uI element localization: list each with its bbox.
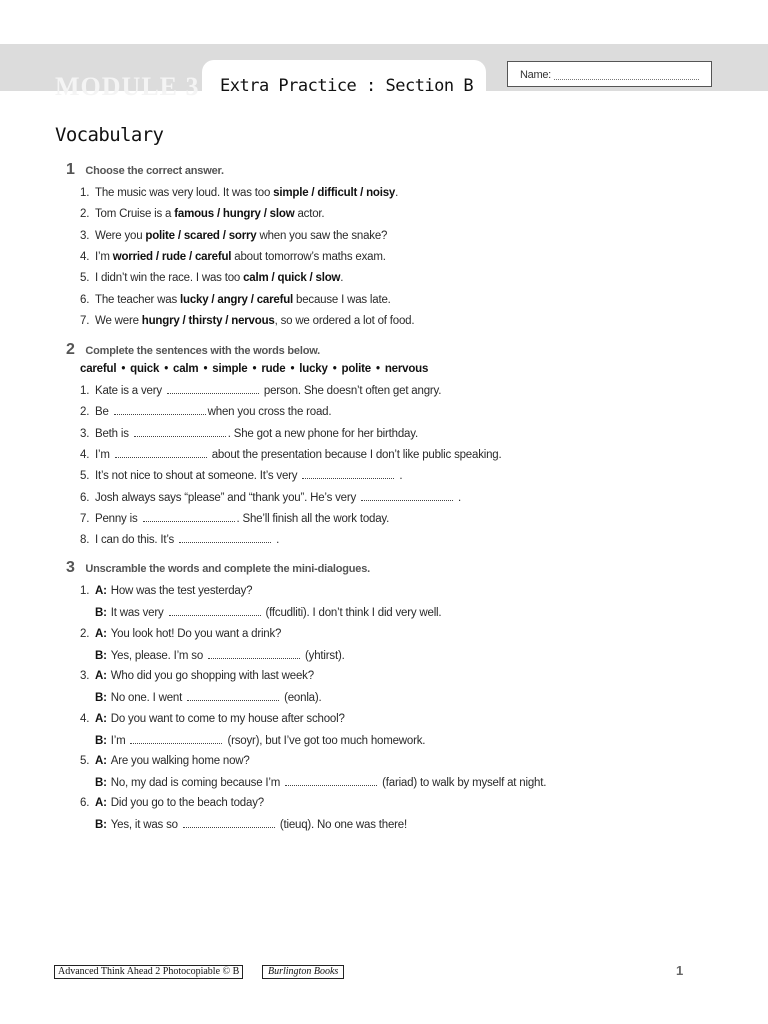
copyright-notice: Advanced Think Ahead 2 Photocopiable © B (54, 965, 243, 979)
item-text: about tomorrow’s maths exam. (231, 251, 386, 263)
speaker-label: B: (95, 607, 107, 619)
answer-blank[interactable] (285, 776, 377, 786)
dialogue-line-b (95, 606, 441, 619)
answer-blank[interactable] (169, 606, 261, 616)
item-text: The teacher was (95, 294, 181, 306)
item-number: 3. (80, 428, 90, 440)
name-dotted-line (554, 79, 699, 80)
speaker-label: A: (95, 628, 107, 640)
dialogue-line-a (80, 670, 314, 682)
word-bank-word: quick (130, 363, 160, 375)
item-number: 4. (80, 449, 90, 461)
dialogue-text: No one. I went (110, 692, 186, 704)
word-bank-word: simple (212, 363, 248, 375)
item-text: Kate is a very (95, 385, 165, 397)
word-separator: • (121, 363, 126, 375)
dialogue-line-a (80, 797, 264, 809)
answer-options[interactable]: famous / hungry / slow (174, 208, 295, 220)
item-number: 6. (80, 294, 90, 306)
dialogue-text: (yhtirst). (302, 650, 345, 662)
item-number: 1. (80, 385, 90, 397)
dialogue-line-b (95, 818, 407, 831)
word-bank-word: polite (341, 363, 371, 375)
item-number: 1. (80, 187, 90, 199)
item-text: . (396, 470, 403, 482)
page-number: 1 (676, 963, 684, 978)
item-number: 8. (80, 534, 90, 546)
item-text: about the presentation because I don’t like public speaking. (208, 449, 502, 461)
dialogue-line-a (80, 713, 345, 725)
answer-blank[interactable] (208, 649, 300, 659)
word-separator: • (252, 363, 257, 375)
item-text: . (273, 534, 280, 546)
module-title: MODULE 3 (55, 72, 200, 101)
exercise-1-item (80, 230, 387, 242)
item-number: 2. (80, 628, 90, 640)
answer-blank[interactable] (130, 734, 222, 744)
word-separator: • (332, 363, 337, 375)
item-number: 7. (80, 315, 90, 327)
answer-blank[interactable] (167, 384, 259, 394)
item-text: . (340, 272, 344, 284)
publisher-name: Burlington Books (262, 965, 344, 979)
exercise-2-item (80, 384, 441, 397)
speaker-label: A: (95, 585, 107, 597)
dialogue-text: Are you walking home now? (110, 755, 250, 767)
answer-blank[interactable] (115, 448, 207, 458)
dialogue-text: I’m (110, 735, 129, 747)
exercise-2-item (80, 405, 331, 418)
item-number: 5. (80, 272, 90, 284)
answer-options[interactable]: simple / difficult / noisy (273, 187, 396, 199)
exercise-1-item (80, 315, 414, 327)
dialogue-line-b (95, 734, 425, 747)
item-text: . She got a new phone for her birthday. (227, 428, 418, 440)
item-number: 7. (80, 513, 90, 525)
dialogue-text: (rsoyr), but I’ve got too much homework. (224, 735, 426, 747)
exercise-3-heading (66, 559, 370, 577)
name-field[interactable] (507, 61, 712, 87)
exercise-2-heading (66, 341, 320, 359)
dialogue-line-a (80, 585, 252, 597)
item-text: Penny is (95, 513, 141, 525)
speaker-label: B: (95, 777, 107, 789)
dialogue-text: You look hot! Do you want a drink? (110, 628, 282, 640)
dialogue-text: (eonla). (281, 692, 322, 704)
answer-blank[interactable] (179, 533, 271, 543)
item-text: when you saw the snake? (256, 230, 388, 242)
word-bank-word: careful (80, 363, 117, 375)
item-number: 5. (80, 755, 90, 767)
dialogue-text: (tieuq). No one was there! (276, 819, 407, 831)
item-text: The music was very loud. It was too (95, 187, 274, 199)
word-separator: • (164, 363, 169, 375)
item-number: 4. (80, 713, 90, 725)
exercise-number: 1 (66, 161, 75, 178)
item-text: I can do this. It’s (95, 534, 178, 546)
dialogue-line-b (95, 649, 345, 662)
answer-options[interactable]: polite / scared / sorry (145, 230, 257, 242)
answer-blank[interactable] (361, 491, 453, 501)
exercise-2-item (80, 533, 279, 546)
item-text: because I was late. (293, 294, 391, 306)
answer-blank[interactable] (114, 405, 206, 415)
item-number: 3. (80, 670, 90, 682)
word-separator: • (290, 363, 295, 375)
answer-options[interactable]: calm / quick / slow (243, 272, 341, 284)
item-text: Beth is (95, 428, 132, 440)
item-text: It’s not nice to shout at someone. It’s very (95, 470, 301, 482)
word-separator: • (376, 363, 380, 375)
speaker-label: B: (95, 735, 107, 747)
section-title: Extra Practice : Section B (220, 76, 474, 96)
exercise-1-item (80, 272, 343, 284)
item-number: 1. (80, 585, 90, 597)
item-text: , so we ordered a lot of food. (274, 315, 415, 327)
word-bank (80, 363, 428, 375)
exercise-instruction: Complete the sentences with the words below. (85, 345, 321, 357)
dialogue-text: Yes, please. I’m so (110, 650, 207, 662)
vocabulary-heading: Vocabulary (55, 124, 164, 146)
dialogue-text: (ffcudliti). I don’t think I did very well. (262, 607, 442, 619)
exercise-2-item (80, 512, 389, 525)
item-number: 3. (80, 230, 90, 242)
speaker-label: A: (95, 755, 107, 767)
name-label: Name: (520, 69, 551, 81)
speaker-label: B: (95, 692, 107, 704)
speaker-label: A: (95, 797, 107, 809)
item-number: 6. (80, 492, 90, 504)
exercise-1-heading (66, 161, 224, 179)
item-number: 2. (80, 208, 90, 220)
answer-blank[interactable] (302, 469, 394, 479)
dialogue-line-a (80, 755, 250, 767)
item-text: I’m (95, 449, 113, 461)
exercise-2-item (80, 427, 418, 440)
item-number: 5. (80, 470, 90, 482)
item-text: I didn’t win the race. I was too (95, 272, 244, 284)
speaker-label: B: (95, 819, 107, 831)
dialogue-line-a (80, 628, 281, 640)
item-text: We were (95, 315, 142, 327)
item-number: 2. (80, 406, 90, 418)
item-text: I’m (95, 251, 113, 263)
word-bank-word: nervous (384, 363, 429, 375)
dialogue-line-b (95, 691, 322, 704)
dialogue-text: Yes, it was so (110, 819, 181, 831)
dialogue-text: No, my dad is coming because I’m (110, 777, 284, 789)
answer-blank[interactable] (187, 691, 279, 701)
word-separator: • (203, 363, 208, 375)
dialogue-text: Who did you go shopping with last week? (110, 670, 314, 682)
item-number: 6. (80, 797, 90, 809)
exercise-2-item (80, 448, 502, 461)
answer-blank[interactable] (183, 818, 275, 828)
speaker-label: A: (95, 670, 107, 682)
exercise-1-item (80, 187, 398, 199)
dialogue-text: How was the test yesterday? (110, 585, 253, 597)
exercise-1-item (80, 208, 324, 220)
word-bank-word: lucky (299, 363, 328, 375)
item-text: Be (95, 406, 112, 418)
answer-options[interactable]: lucky / angry / careful (180, 294, 294, 306)
item-number: 4. (80, 251, 90, 263)
exercise-1-item (80, 251, 386, 263)
answer-blank[interactable] (143, 512, 235, 522)
exercise-instruction: Choose the correct answer. (85, 165, 224, 177)
exercise-2-item (80, 469, 402, 482)
exercise-instruction: Unscramble the words and complete the mini-dialogues. (85, 563, 370, 575)
answer-options[interactable]: worried / rude / careful (112, 251, 232, 263)
exercise-number: 3 (66, 559, 75, 576)
exercise-1-item (80, 294, 391, 306)
item-text: . (455, 492, 462, 504)
speaker-label: A: (95, 713, 107, 725)
dialogue-text: (fariad) to walk by myself at night. (379, 777, 547, 789)
item-text: . She’ll finish all the work today. (236, 513, 390, 525)
dialogue-line-b (95, 776, 546, 789)
word-bank-word: calm (173, 363, 199, 375)
dialogue-text: Did you go to the beach today? (110, 797, 264, 809)
answer-options[interactable]: hungry / thirsty / nervous (141, 315, 275, 327)
answer-blank[interactable] (134, 427, 226, 437)
item-text: Tom Cruise is a (95, 208, 175, 220)
item-text: . (395, 187, 399, 199)
item-text: actor. (294, 208, 325, 220)
word-bank-word: rude (261, 363, 286, 375)
dialogue-text: Do you want to come to my house after school? (110, 713, 345, 725)
item-text: person. She doesn’t often get angry. (260, 385, 442, 397)
dialogue-text: It was very (110, 607, 167, 619)
item-text: Josh always says “please” and “thank you”. He’s very (95, 492, 360, 504)
item-text: when you cross the road. (207, 406, 332, 418)
exercise-number: 2 (66, 341, 75, 358)
speaker-label: B: (95, 650, 107, 662)
item-text: Were you (95, 230, 146, 242)
exercise-2-item (80, 491, 461, 504)
